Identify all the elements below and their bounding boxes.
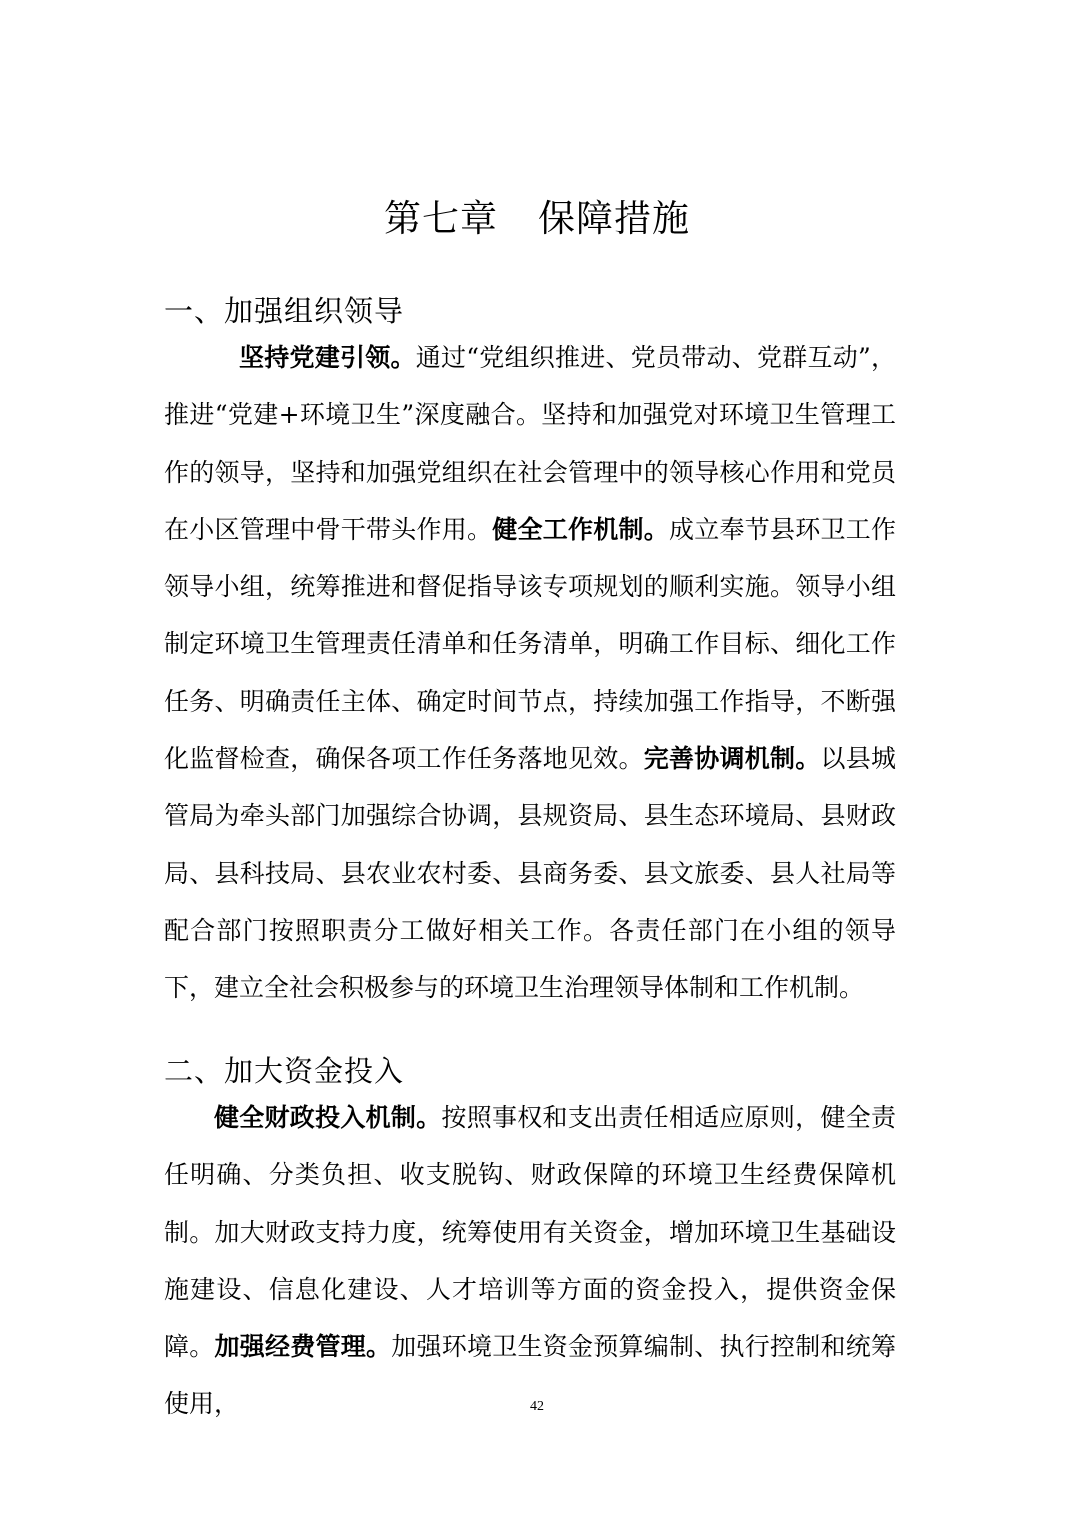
- page-number: 42: [530, 1399, 544, 1414]
- chapter-number: 第七章: [384, 196, 498, 240]
- section-heading-1: 一、加强组织领导: [164, 294, 405, 329]
- paragraph-text: 成立奉节县环卫工作领导小组，统筹推进和督促指导该专项规划的顺利实施。领导小组制定环境卫生管理责任清单和任务清单，明确工作目标、细化工作任务、明确责任主体、确定时间节点，持续加强工作指导，不断强化监督检查，确保各项工作任务落地见效。: [164, 514, 896, 774]
- paragraph-text: 加强环境卫生资金预算编制、执行控制和统筹使用，: [164, 1332, 896, 1419]
- section-2-paragraph: [164, 1089, 896, 1433]
- bold-lead-work-mechanism: 健全工作机制。: [492, 514, 669, 544]
- bold-lead-fiscal-input: 健全财政投入机制。: [214, 1103, 442, 1132]
- paragraph-text: 通过“党组织推进、党员带动、党群互动”，推进“党建+环境卫生”深度融合。坚持和加强党对环境卫生管理工作的领导，坚持和加强党组织在社会管理中的领导核心作用和党员在小区管理中骨干带头作用。: [164, 343, 896, 544]
- paragraph-text: 按照事权和支出责任相适应原则，健全责任明确、分类负担、收支脱钩、财政保障的环境卫生经费保障机制。加大财政支持力度，统筹使用有关资金，增加环境卫生基础设施建设、信息化建设、人才培训等方面的资金投入，提供资金保障。: [164, 1103, 896, 1362]
- chapter-title: [0, 191, 1074, 247]
- bold-lead-party-building: 坚持党建引领。: [239, 343, 416, 372]
- bold-lead-fund-management: 加强经费管理。: [214, 1332, 392, 1362]
- chapter-name: 保障措施: [538, 196, 690, 240]
- section-1-paragraph: [164, 329, 896, 1017]
- section-heading-2: 二、加大资金投入: [164, 1054, 405, 1089]
- bold-lead-coordination: 完善协调机制。: [643, 744, 821, 774]
- paragraph-text: 以县城管局为牵头部门加强综合协调，县规资局、县生态环境局、县财政局、县科技局、县农业农村委、县商务委、县文旅委、县人社局等配合部门按照职责分工做好相关工作。各责任部门在小组的领导下，建立全社会积极参与的环境卫生治理领导体制和工作机制。: [164, 744, 896, 1003]
